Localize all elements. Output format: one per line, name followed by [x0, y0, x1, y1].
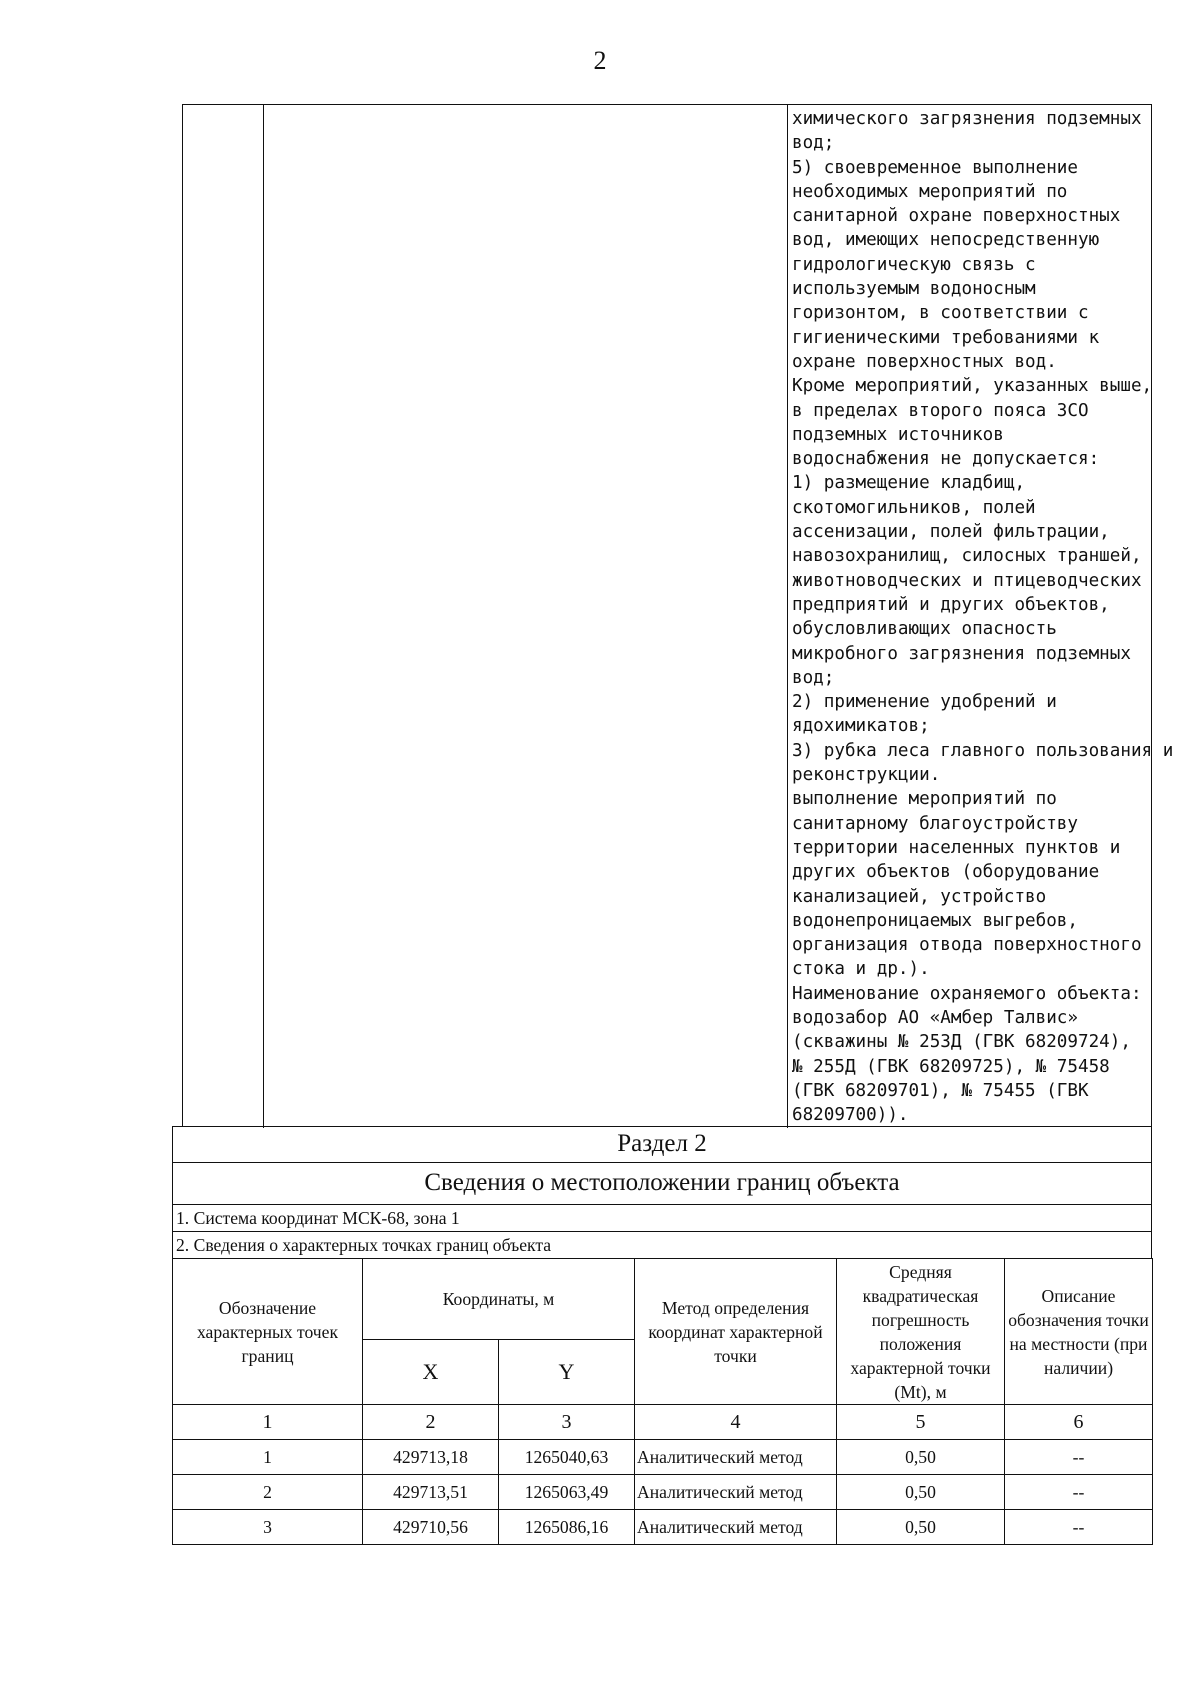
point-error: 0,50	[837, 1510, 1005, 1545]
column-number: 4	[635, 1405, 837, 1440]
header-designation: Обозначение характерных точек границ	[173, 1259, 363, 1405]
table-row	[173, 1510, 1153, 1545]
points-heading: 2. Сведения о характерных точках границ объекта	[172, 1231, 1152, 1258]
column-number: 2	[363, 1405, 499, 1440]
header-error: Средняя квадратическая погрешность положения характерной точки (Mt), м	[837, 1259, 1005, 1405]
upper-table-fragment	[182, 104, 1174, 1127]
section-subtitle: Сведения о местоположении границ объекта	[172, 1162, 1152, 1204]
coordinate-system-line: 1. Система координат МСК-68, зона 1	[172, 1204, 1152, 1231]
point-x: 429713,51	[363, 1475, 499, 1510]
section-title: Раздел 2	[172, 1126, 1152, 1162]
page-number: 2	[593, 46, 607, 75]
table-row	[173, 1440, 1153, 1475]
header-coordinates: Координаты, м	[363, 1259, 635, 1340]
point-x: 429713,18	[363, 1440, 499, 1475]
point-error: 0,50	[837, 1440, 1005, 1475]
header-method: Метод определения координат характерной точки	[635, 1259, 837, 1405]
point-method: Аналитический метод	[635, 1475, 837, 1510]
zone-restrictions-text: химического загрязнения подземных вод; 5) своевременное выполнение необходимых мероприятий по санитарной охране поверхностных вод, имеющих непосредственную гидрологическую связь с используемым водоносным горизонтом, в соответствии с гигиеническими требованиями к охране поверхностных вод. Кроме мероприятий, указанных выше, в пределах второго пояса ЗСО подземных источников водоснабжения не допускается: 1) размещение кладбищ, скотомогильников, полей ассенизации, полей фильтрации, навозохранилищ, силосных траншей, животноводческих и птицеводческих предприятий и других объектов, обусловливающих опасность микробного загрязнения подземных вод; 2) применение удобрений и ядохимикатов; 3) рубка леса главного пользования и реконструкции. выполнение мероприятий по санитарному благоустройству территории населенных пунктов и других объектов (оборудование канализацией, устройство водонепроницаемых выгребов, организация отвода поверхностного стока и др.). Наименование охраняемого объекта: водозабор АО «Амбер Талвис» (скважины № 253Д (ГВК 68209724), № 255Д (ГВК 68209725), № 75458 (ГВК 68209701), № 75455 (ГВК 68209700)).	[792, 109, 1174, 1126]
column-number: 3	[499, 1405, 635, 1440]
point-y: 1265086,16	[499, 1510, 635, 1545]
point-y: 1265040,63	[499, 1440, 635, 1475]
point-description: --	[1005, 1510, 1153, 1545]
table-row	[173, 1475, 1153, 1510]
column-divider	[263, 105, 264, 1128]
header-y: Y	[499, 1340, 635, 1405]
point-error: 0,50	[837, 1475, 1005, 1510]
point-y: 1265063,49	[499, 1475, 635, 1510]
point-number: 3	[173, 1510, 363, 1545]
column-number: 6	[1005, 1405, 1153, 1440]
point-description: --	[1005, 1475, 1153, 1510]
header-x: X	[363, 1340, 499, 1405]
section-2	[172, 1126, 1152, 1545]
point-method: Аналитический метод	[635, 1440, 837, 1475]
column-number: 5	[837, 1405, 1005, 1440]
point-x: 429710,56	[363, 1510, 499, 1545]
point-method: Аналитический метод	[635, 1510, 837, 1545]
column-divider	[787, 105, 788, 1128]
column-number-row	[173, 1405, 1153, 1440]
point-number: 2	[173, 1475, 363, 1510]
boundary-points-table	[172, 1258, 1153, 1545]
point-description: --	[1005, 1440, 1153, 1475]
column-number: 1	[173, 1405, 363, 1440]
header-description: Описание обозначения точки на местности (при наличии)	[1005, 1259, 1153, 1405]
point-number: 1	[173, 1440, 363, 1475]
